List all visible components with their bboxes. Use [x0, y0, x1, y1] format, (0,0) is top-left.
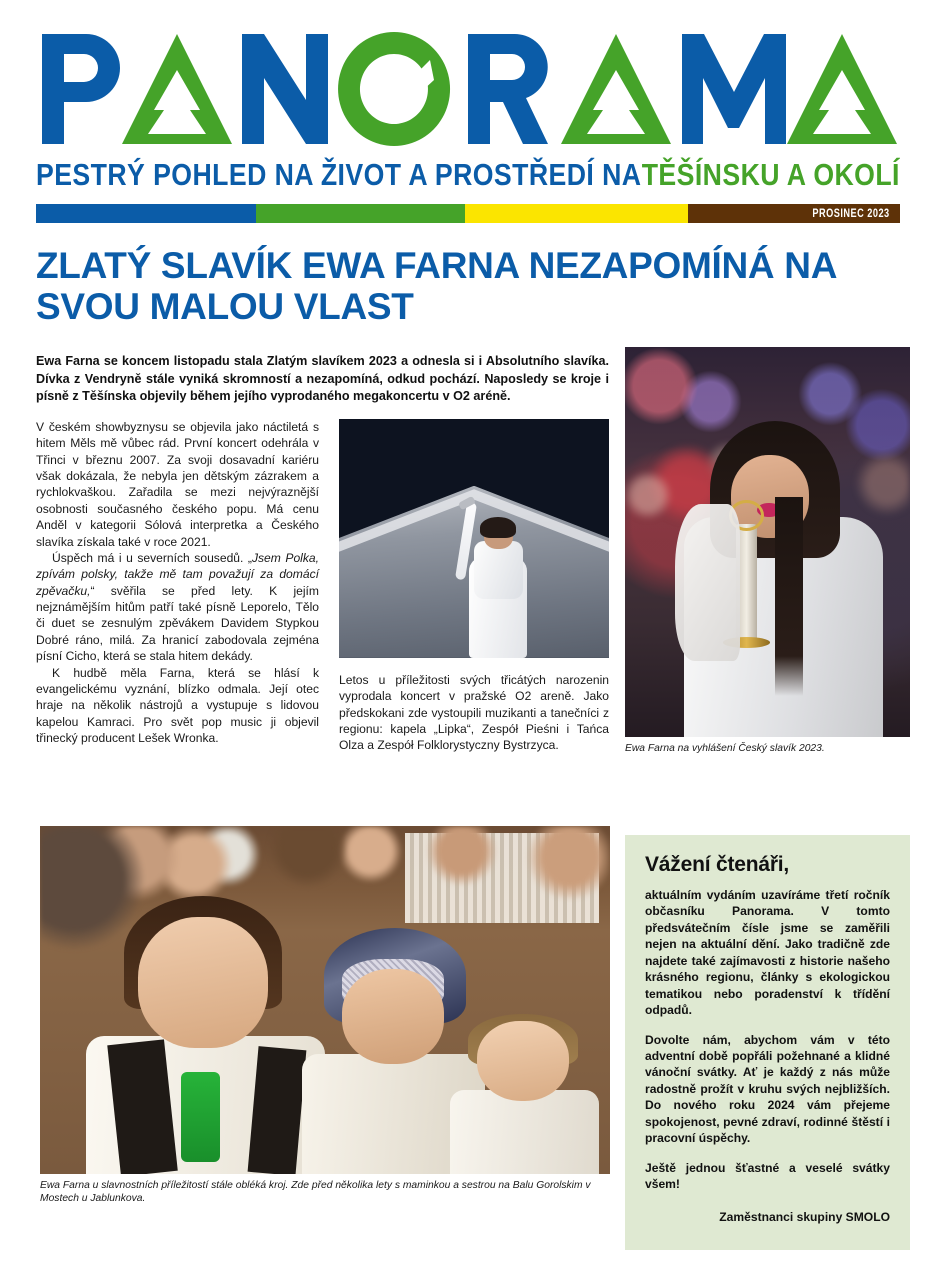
editorial-paragraph-2: Dovolte nám, abychom vám v této adventní době popřáli požehnané a klidné vánoční svátky. Ať je každý z nás může radostně prožít v kruhu svých nejbližších. Do nového roku 2024 vám přejeme spokojenost, pevné zdraví, rodinné štěstí i pracovní úspěchy.: [645, 1032, 890, 1146]
caption-folk-photo: Ewa Farna u slavnostních příležitostí stále obléká kroj. Zde před několika lety s maminkou a sestrou na Balu Gorolskim v Mostech u Jablunkova.: [40, 1180, 591, 1205]
editorial-box: [625, 835, 910, 1250]
editorial-title: Vážení čtenáři,: [645, 853, 790, 876]
color-bar-yellow-segment: [465, 204, 688, 223]
text-column-middle: [339, 419, 609, 754]
panorama-logo: [36, 30, 900, 148]
singer-top: [474, 541, 523, 600]
svg-text:PESTRÝ POHLED NA ŽIVOT A PROST: PESTRÝ POHLED NA ŽIVOT A PROSTŘEDÍ NA: [36, 158, 642, 193]
editorial-paragraph-3: Ještě jednou šťastné a veselé svátky všem!: [645, 1160, 890, 1191]
singer-figure: [458, 495, 539, 658]
article-paragraph-2: Úspěch má i u severních sousedů. „Jsem Polka, zpívám polsky, takže mě tam považují za domácí zpěvačku,“ svěřila se před lety. K jejím nejznámějším hitům patří také písně Leporelo, Tělo či duet se zesnulým zpěvákem Davidem Stypkou Dobré ráno, milá. Za hranicí zabodovala zejména písní Cicho, která se stala hitem dekády.: [36, 550, 319, 664]
photo-column-right: [625, 347, 910, 766]
photo-ewa-farna-award: [625, 347, 910, 737]
award-arm: [675, 504, 740, 662]
photo-folk-block: [40, 826, 610, 1216]
singer-hair: [480, 517, 516, 538]
masthead: [36, 0, 900, 223]
folk-child: [450, 1000, 598, 1174]
article-paragraph-4: Letos u příležitosti svých třicátých narozenin vyprodala koncert v pražské O2 areně. Jako předskokani zde vystoupili muzikanti a tanečníci z regionu: kapela „Lipka“, Zespół Pieśni i Tańca Olza a Zespół Folklorystyczny Bystrzyca.: [339, 672, 609, 753]
award-winner-figure: [671, 394, 888, 737]
folk-older-woman-face: [342, 969, 444, 1064]
text-column-left: [36, 419, 319, 747]
masthead-color-bar: [36, 204, 900, 223]
folk-child-face: [477, 1021, 569, 1101]
svg-text:TĚŠÍNSKU A OKOLÍ: TĚŠÍNSKU A OKOLÍ: [641, 158, 900, 193]
folk-young-woman: [86, 875, 325, 1174]
editorial-paragraph-1: aktuálním vydáním uzavíráme třetí ročník občasníku Panorama. V tomto předsvátečním čísle jsme se zaměřili nejen na aktuální dění. Jako tradičně zde najdete také zajímavosti z historie našeho krásného regionu, články s ekologickou tematikou nebo poradenství k třídění odpadů.: [645, 888, 890, 1018]
article-paragraph-1: V českém showbyznysu se objevila jako náctiletá s hitem Měls mě vůbec rád. První koncert odehrála v Třinci v březnu 2007. Za svoji dosavadní kariéru však dokázala, že nebyla jen dětským zázrakem a rychlokvaškou. Zařadila se mezi nejvýraznější osobnosti současného českého popu. Má cenu Anděl v kategorii Sólová interpretka a Českého slavíka získala také v roce 2021.: [36, 419, 319, 549]
article-headline: ZLATÝ SLAVÍK EWA FARNA NEZAPOMÍNÁ NA SVOU MALOU VLAST: [36, 245, 836, 328]
folk-child-shirt: [450, 1090, 598, 1174]
color-bar-blue-segment: [36, 204, 256, 223]
green-ribbon: [181, 1072, 219, 1162]
color-bar-brown-segment: [688, 204, 900, 223]
article-paragraph-3: K hudbě měla Farna, která se hlásí k evangelickému vyznání, blízko odmala. Její otec hraje na několik nástrojů a vystupuje s lidovou kapelou Kamraci. Pro svět pop music ji objevil třinecký producent Lešek Wronka.: [36, 665, 319, 745]
folk-young-woman-face: [138, 917, 267, 1049]
editorial-signature: Zaměstnanci skupiny SMOLO: [719, 1210, 890, 1225]
photo-ewa-farna-stage: [339, 419, 609, 658]
article-lead: Ewa Farna se koncem listopadu stala Zlatým slavíkem 2023 a odnesla si i Absolutního slavíka. Dívka z Vendryně stále vyniká skromností a nezapomíná, odkud pochází. Naposledy se kroje i písně z Těšínska objevily během jejího vyprodaného megakoncertu v O2 aréně.: [36, 353, 609, 404]
issue-date: PROSINEC 2023: [812, 207, 890, 220]
photo-folk-costumes: [40, 826, 610, 1174]
quoted-text: Jsem Polka, zpívám polsky, takže mě tam považují za domácí zpěvačku,: [36, 550, 319, 598]
color-bar-green-segment: [256, 204, 465, 223]
award-hair-strand: [775, 497, 803, 696]
masthead-tagline: [36, 154, 900, 194]
caption-award-photo: Ewa Farna na vyhlášení Český slavík 2023.: [625, 742, 825, 754]
